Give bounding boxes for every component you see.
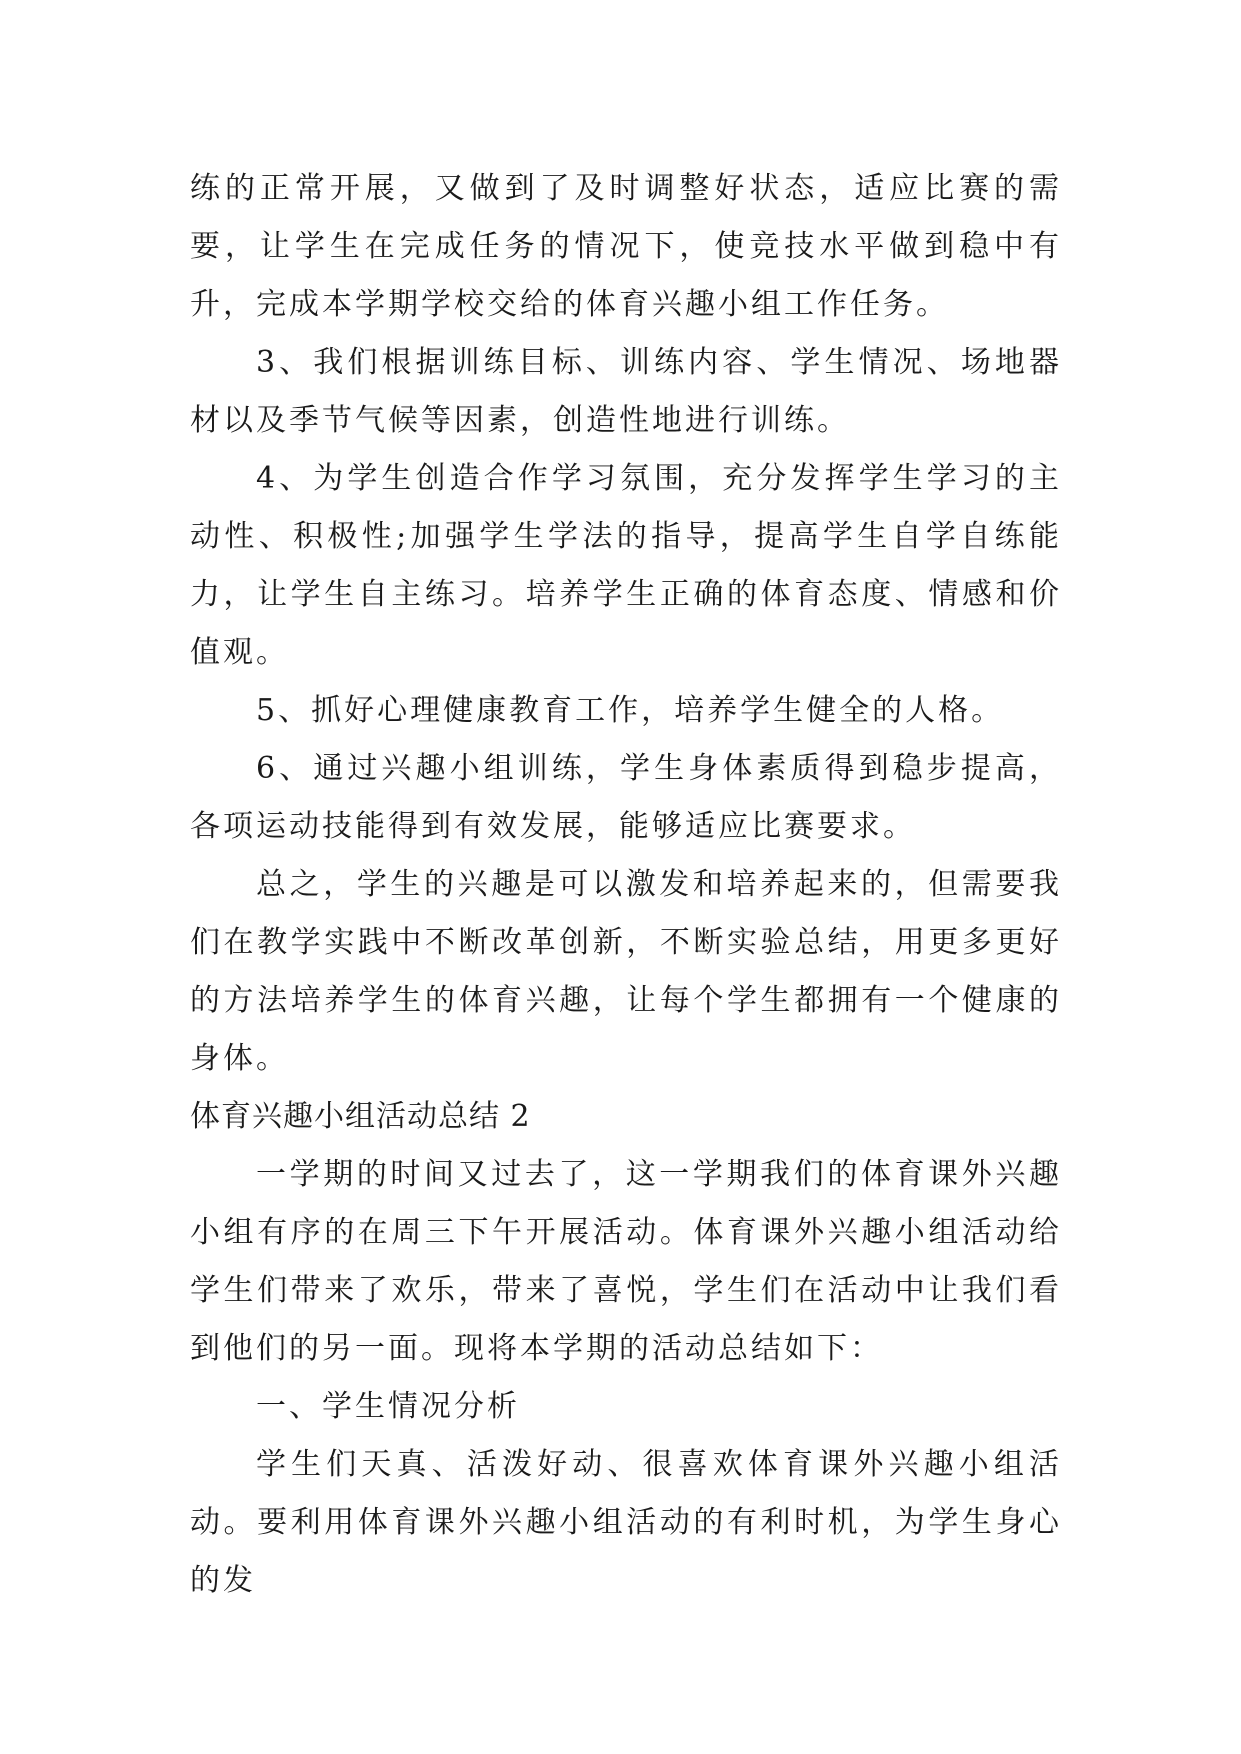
paragraph-item-6: 6、通过兴趣小组训练，学生身体素质得到稳步提高，各项运动技能得到有效发展，能够适应比赛要求。: [190, 751, 1062, 844]
section-2-subheading: 一、学生情况分析: [256, 1389, 520, 1424]
section-2-analysis: 学生们天真、活泼好动、很喜欢体育课外兴趣小组活动。要利用体育课外兴趣小组活动的有利时机，为学生身心的发: [190, 1447, 1062, 1598]
paragraph-item-5: 5、抓好心理健康教育工作，培养学生健全的人格。: [256, 693, 1005, 728]
paragraph-conclusion: 总之，学生的兴趣是可以激发和培养起来的，但需要我们在教学实践中不断改革创新，不断实验总结，用更多更好的方法培养学生的体育兴趣，让每个学生都拥有一个健康的身体。: [190, 867, 1062, 1076]
section-2-title: 体育兴趣小组活动总结 2: [190, 1099, 531, 1134]
document-body: [190, 160, 1062, 1610]
paragraph-item-3: 3、我们根据训练目标、训练内容、学生情况、场地器材以及季节气候等因素，创造性地进行训练。: [190, 345, 1062, 438]
section-2-intro: 一学期的时间又过去了，这一学期我们的体育课外兴趣小组有序的在周三下午开展活动。体育课外兴趣小组活动给学生们带来了欢乐，带来了喜悦，学生们在活动中让我们看到他们的另一面。现将本学期的活动总结如下：: [190, 1157, 1062, 1366]
paragraph-continuation: 练的正常开展，又做到了及时调整好状态，适应比赛的需要，让学生在完成任务的情况下，使竞技水平做到稳中有升，完成本学期学校交给的体育兴趣小组工作任务。: [190, 171, 1062, 322]
paragraph-item-4: 4、为学生创造合作学习氛围，充分发挥学生学习的主动性、积极性;加强学生学法的指导，提高学生自学自练能力，让学生自主练习。培养学生正确的体育态度、情感和价值观。: [190, 461, 1062, 670]
